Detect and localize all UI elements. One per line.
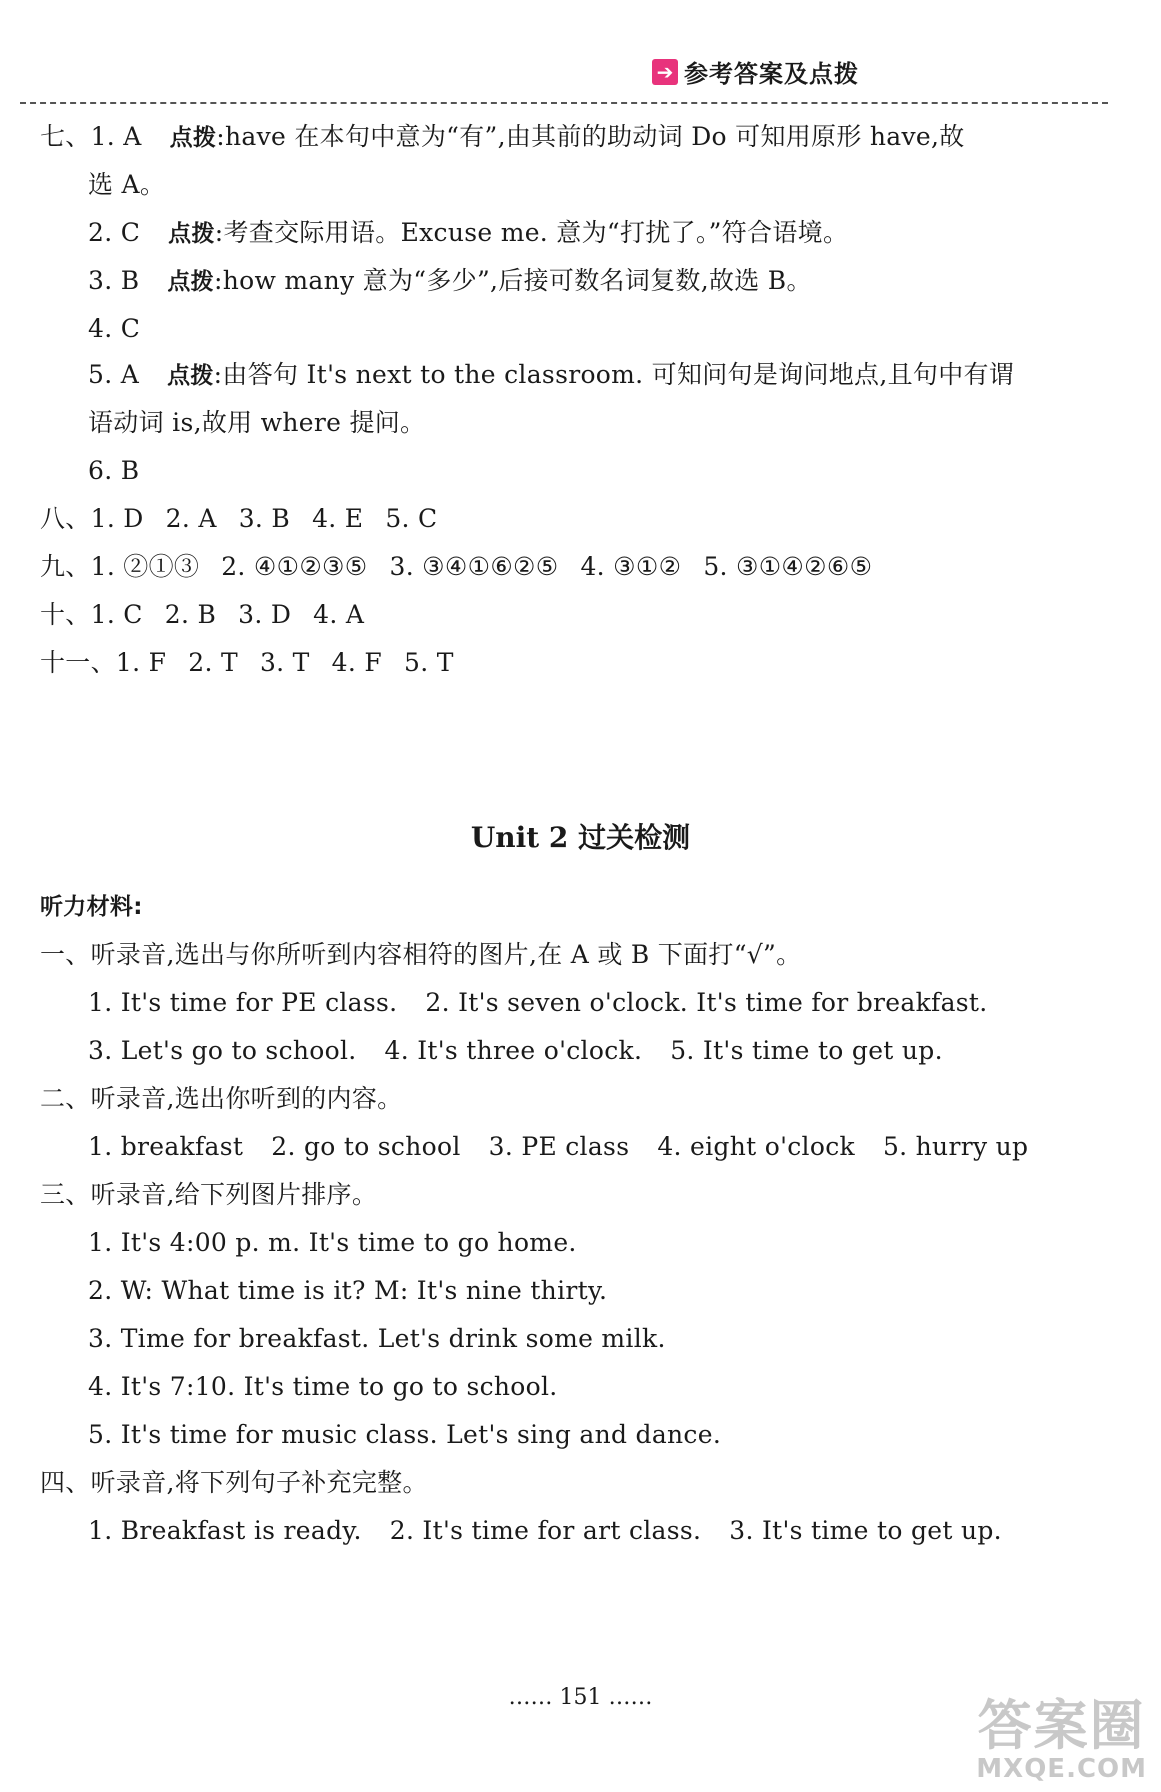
- answer-item: 2. ④①②③⑤: [221, 552, 368, 581]
- list-item: 2. go to school: [271, 1132, 461, 1161]
- page-number: …… 151 ……: [508, 1685, 653, 1710]
- section-label: 十、: [40, 600, 91, 629]
- answer-7-5-cont: 语动词 is,故用 where 提问。: [88, 408, 426, 437]
- header-title: 参考答案及点拨: [684, 60, 859, 88]
- answer-8: [40, 502, 437, 536]
- tip-text: :由答句 It's next to the classroom. 可知问句是询问地点,且句中有谓: [213, 360, 1015, 389]
- answer-item: 5. C: [385, 504, 438, 533]
- answer-7-3: [88, 264, 812, 299]
- tip-label: 点拨: [167, 363, 214, 389]
- answer-7-5: [88, 358, 1014, 393]
- answer-number: 5. A: [88, 360, 140, 389]
- answer-item: 1. ②①③: [90, 552, 200, 581]
- list-item: 1. breakfast: [88, 1132, 244, 1161]
- answer-7-1-cont: 选 A。: [88, 170, 166, 199]
- watermark-logo: 答案圈: [977, 1694, 1146, 1757]
- answer-item: 1. D: [90, 504, 144, 533]
- answer-number: 七、1. A: [40, 122, 142, 151]
- answer-item: 4. E: [312, 504, 364, 533]
- answer-7-1: [40, 120, 965, 155]
- list-item: 4. It's three o'clock.: [384, 1036, 643, 1065]
- part-2-row-1: [88, 1130, 1028, 1164]
- list-item: 4. It's 7:10. It's time to go to school.: [88, 1372, 558, 1401]
- part-1-row-2: [88, 1034, 943, 1068]
- list-item: 5. It's time for music class. Let's sing and dance.: [88, 1420, 722, 1449]
- page-header: [652, 54, 859, 89]
- answer-item: 3. T: [259, 648, 310, 677]
- list-item: 2. W: What time is it? M: It's nine thirty.: [88, 1276, 608, 1305]
- answer-item: 5. ③①④②⑥⑤: [703, 552, 873, 581]
- part-1-row-1: [88, 986, 988, 1020]
- list-item: 3. It's time to get up.: [729, 1516, 1002, 1545]
- answer-item: 5. T: [404, 648, 454, 677]
- arrow-right-icon: ➔: [652, 59, 678, 85]
- answer-number: 3. B: [88, 266, 140, 295]
- list-item: 1. Breakfast is ready.: [88, 1516, 362, 1545]
- tip-text: :how many 意为“多少”,后接可数名词复数,故选 B。: [213, 266, 812, 295]
- section-label: 八、: [40, 504, 91, 533]
- material-label: 听力材料:: [40, 894, 143, 920]
- tip-label: 点拨: [167, 269, 214, 295]
- answer-7-2: [88, 216, 848, 251]
- list-item: 5. hurry up: [882, 1132, 1029, 1161]
- answer-9: [40, 550, 872, 584]
- watermark: [976, 1694, 1147, 1784]
- part-3-heading: 三、听录音,给下列图片排序。: [40, 1180, 378, 1209]
- answer-7-6: 6. B: [88, 456, 140, 485]
- answer-item: 4. F: [331, 648, 382, 677]
- tip-text: :考查交际用语。Excuse me. 意为“打扰了。”符合语境。: [214, 218, 849, 247]
- part-4-row-1: [88, 1514, 1002, 1548]
- answer-item: 3. D: [238, 600, 292, 629]
- tip-label: 点拨: [169, 125, 217, 151]
- answer-number: 2. C: [88, 218, 141, 247]
- part-4-heading: 四、听录音,将下列句子补充完整。: [40, 1468, 428, 1497]
- section-label: 十一、: [40, 648, 116, 677]
- answer-item: 3. ③④①⑥②⑤: [389, 552, 559, 581]
- list-item: 1. It's time for PE class.: [88, 988, 398, 1017]
- list-item: 2. It's time for art class.: [389, 1516, 702, 1545]
- list-item: 5. It's time to get up.: [670, 1036, 943, 1065]
- answer-7-4: 4. C: [88, 314, 141, 343]
- list-item: 3. Let's go to school.: [88, 1036, 357, 1065]
- part-2-heading: 二、听录音,选出你听到的内容。: [40, 1084, 403, 1113]
- answer-item: 3. B: [238, 504, 291, 533]
- answer-item: 4. A: [313, 600, 365, 629]
- header-divider: [20, 102, 1108, 104]
- section-title: Unit 2 过关检测: [470, 821, 691, 854]
- list-item: 4. eight o'clock: [657, 1132, 855, 1161]
- list-item: 3. PE class: [488, 1132, 630, 1161]
- watermark-url: MXQE.COM: [976, 1754, 1147, 1784]
- answer-item: 4. ③①②: [580, 552, 682, 581]
- section-label: 九、: [40, 552, 91, 581]
- answer-item: 1. F: [115, 648, 167, 677]
- list-item: 1. It's 4:00 p. m. It's time to go home.: [88, 1228, 577, 1257]
- answer-item: 1. C: [90, 600, 143, 629]
- list-item: 3. Time for breakfast. Let's drink some milk.: [88, 1324, 666, 1353]
- answer-item: 2. A: [165, 504, 217, 533]
- answer-item: 2. B: [164, 600, 217, 629]
- part-1-heading: 一、听录音,选出与你所听到内容相符的图片,在 A 或 B 下面打“√”。: [40, 940, 802, 969]
- list-item: 2. It's seven o'clock. It's time for breakfast.: [425, 988, 988, 1017]
- tip-label: 点拨: [168, 221, 215, 247]
- answer-10: [40, 598, 364, 632]
- answer-item: 2. T: [188, 648, 238, 677]
- answer-11: [40, 646, 454, 680]
- tip-text: :have 在本句中意为“有”,由其前的助动词 Do 可知用原形 have,故: [216, 122, 965, 151]
